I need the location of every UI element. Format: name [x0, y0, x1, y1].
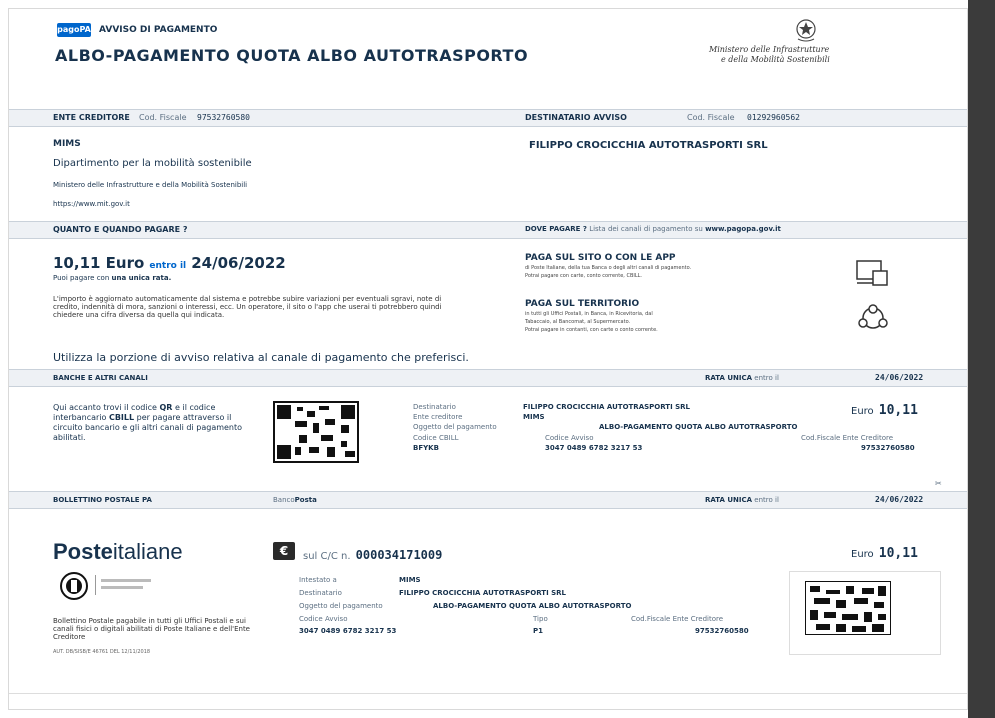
poste-italiane-logo: Posteitaliane	[53, 539, 183, 564]
notice-label: AVVISO DI PAGAMENTO	[99, 25, 218, 35]
italian-emblem-icon	[794, 17, 818, 43]
location-network-icon	[855, 303, 891, 335]
postal-bar	[9, 491, 967, 509]
creditor-cf: 97532760580	[197, 113, 250, 122]
devices-icon	[855, 259, 891, 289]
creditor-name: MIMS	[53, 139, 81, 149]
banks-subject: ALBO-PAGAMENTO QUOTA ALBO AUTOTRASPORTO	[599, 423, 798, 431]
banks-due-date: 24/06/2022	[875, 373, 924, 382]
banks-bar	[9, 369, 967, 387]
online-pay-title: PAGA SUL SITO O CON LE APP	[525, 253, 676, 263]
creditor-label: ENTE CREDITORE	[53, 113, 130, 122]
banks-label: BANCHE E ALTRI CANALI	[53, 374, 148, 382]
payment-notice-page: pagoPA AVVISO DI PAGAMENTO ALBO-PAGAMENTO QUOTA ALBO AUTOTRASPORTO Ministero delle Infrastrutture e della Mobilità Sostenibili ENTE CREDITORE Cod. Fiscale 97532760580 DESTINATARIO AVVISO Cod. Fiscale 01292960562 MIMS Dipartimento per la mobilità sostenibile Ministero delle Infrastrutture e della Mobilità Sostenibili https://www.mit.gov.it FILIPPO CROCICCHIA AUTOTRASPORTI SRL QUANTO E QUANDO PAGARE ? DOVE PAGARE ? Lista dei canali di pagamento su www.pagopa.gov.it 10,11 Euro entro il 24/06/2022 Puoi pagare con una unica rata. L'importo è aggiornato automaticamente dal sistema e potrebbe subire variazioni per eventuali sgravi, note di credito, indennità di mora, sanzioni o interessi, ecc. Un operatore, il sito o l'app che userai ti potrebbero quindi chiedere una cifra diversa da quella qui indicata. PAGA SUL SITO O CON LE APP di Poste Italiane, della tua Banca o degli altri canali di pagamento. Potrai pagare con carte, conto corrente, CBILL. PAGA SUL TERRITORIO in tutti gli Uffici Postali, in Banca, in Ricevitoria, dal Tabaccaio, al Bancomat, al Supermercato. Potrai pagare in contanti, con carte o conto corrente. Utilizza la porzione di avviso relativa al canale di pagamento che preferisci. BANCHE E ALTRI CANALI RATA UNICA entro il 24/06/2022 Qui accanto trovi il codice QR e il codice interbancario CBILL per pagare attraverso il circuito bancario e gli altri canali di pagamento abilitati. Destinatario FILIPPO CROCICCHIA AUTOTRASPORTI SRL Ente creditore MIMS Oggetto del pagamento ALBO-PAGAMENTO QUOTA ALBO AUTOTRASPORTO Codice CBILL Codice Avviso Cod.Fiscale Ente Creditore BFYKB 3047 0489 6782 3217 53 97532760580 Euro 10,11 ✂ BOLLETTINO POSTALE PA BancoPosta RATA UNICA entro il 24/06/2022 Posteitaliane Bollettino Postale pagabile in tutti gli Uffici Postali e sui canali fisici o digitali abilitati di Poste Italiane e dell'Ente Creditore AUT. DB/SISB/E 46761 DEL 12/11/2018 € sul C/C n. 000034171009 Euro 10,11 Intestato a MIMS Destinatario FILIPPO CROCICCHIA AUTOTRASPORTI SRL Oggetto del pagamento ALBO-PAGAMENTO QUOTA ALBO AUTOTRASPORTO Codice Avviso Tipo Cod.Fiscale Ente Creditore 3047 0489 6782 3217 53 P1 97532760580	[8, 8, 968, 710]
banks-rata-line: RATA UNICA entro il	[705, 374, 779, 382]
recipient-cf: 01292960562	[747, 113, 800, 122]
use-portion-instruction: Utilizza la porzione di avviso relativa al canale di pagamento che preferisci.	[53, 351, 469, 364]
postal-rata-line: RATA UNICA entro il	[705, 496, 779, 504]
local-pay-title: PAGA SUL TERRITORIO	[525, 299, 640, 309]
creditor-cf-label: Cod. Fiscale	[139, 113, 187, 122]
creditor-ministry: Ministero delle Infrastrutture e della Mobilità Sostenibili	[53, 181, 248, 189]
banks-cbill-code: BFYKB	[413, 444, 439, 452]
ministry-script-line2: e della Mobilità Sostenibili	[721, 55, 830, 64]
banks-description: Qui accanto trovi il codice QR e il codice interbancario CBILL per pagare attraverso il circuito bancario e gli altri canali di pagamento abilitati.	[53, 403, 243, 442]
postal-subject: ALBO-PAGAMENTO QUOTA ALBO AUTOTRASPORTO	[433, 602, 632, 610]
amount: 10,11 Euro	[53, 254, 145, 272]
logo-divider	[95, 575, 96, 595]
postal-amount: Euro 10,11	[851, 546, 918, 561]
bancoposta-circle-icon	[59, 571, 89, 601]
scissors-icon: ✂	[935, 479, 942, 488]
logo-caption-line	[101, 586, 143, 589]
postal-recipient: FILIPPO CROCICCHIA AUTOTRASPORTI SRL	[399, 589, 567, 597]
postal-authorization: AUT. DB/SISB/E 46761 DEL 12/11/2018	[53, 649, 151, 655]
banks-creditor: MIMS	[523, 413, 545, 421]
postal-label: BOLLETTINO POSTALE PA	[53, 496, 152, 504]
banks-creditor-cf: 97532760580	[861, 444, 915, 452]
euro-icon: €	[273, 542, 295, 560]
postal-description: Bollettino Postale pagabile in tutti gli Uffici Postali e sui canali fisici o digitali abilitati di Poste Italiane e dell'Ente Creditore	[53, 617, 250, 641]
when-label: QUANTO E QUANDO PAGARE ?	[53, 225, 188, 234]
amount-disclaimer: L'importo è aggiornato automaticamente dal sistema e potrebbe subire variazioni per eventuali sgravi, note di credito, indennità di mora, sanzioni o interessi, ecc. Un operatore, il sito o l'app che userai ti potrebbero quindi chiedere una cifra diversa da quella qui indicata.	[53, 295, 442, 319]
postal-notice-code: 3047 0489 6782 3217 53	[299, 627, 397, 635]
pagopa-logo: pagoPA	[57, 23, 91, 37]
amount-due-line: 10,11 Euro entro il 24/06/2022	[53, 254, 286, 272]
recipient-name: FILIPPO CROCICCHIA AUTOTRASPORTI SRL	[529, 140, 768, 151]
viewer-scrollbar-track[interactable]	[968, 0, 995, 718]
postal-account: sul C/C n. 000034171009	[303, 548, 443, 562]
creditor-url[interactable]: https://www.mit.gov.it	[53, 200, 130, 208]
ministry-script-line1: Ministero delle Infrastrutture	[709, 45, 830, 54]
where-label-line: DOVE PAGARE ? Lista dei canali di pagamento su www.pagopa.gov.it	[525, 225, 781, 233]
postal-creditor-cf: 97532760580	[695, 627, 749, 635]
postal-type: P1	[533, 627, 544, 635]
banks-amount: Euro 10,11	[851, 403, 918, 418]
datamatrix-code	[805, 581, 891, 635]
banks-recipient: FILIPPO CROCICCHIA AUTOTRASPORTI SRL	[523, 403, 691, 411]
due-date: 24/06/2022	[191, 254, 286, 272]
creditor-department: Dipartimento per la mobilità sostenibile	[53, 158, 252, 169]
postal-due-date: 24/06/2022	[875, 495, 924, 504]
recipient-label: DESTINATARIO AVVISO	[525, 113, 627, 122]
banks-notice-code: 3047 0489 6782 3217 53	[545, 444, 643, 452]
single-installment-note: Puoi pagare con una unica rata.	[53, 274, 172, 282]
notice-title: ALBO-PAGAMENTO QUOTA ALBO AUTOTRASPORTO	[55, 46, 529, 65]
page-bottom-divider	[9, 693, 967, 694]
banco-posta-label: BancoPosta	[273, 496, 317, 504]
recipient-cf-label: Cod. Fiscale	[687, 113, 735, 122]
logo-caption-line	[101, 579, 151, 582]
postal-holder: MIMS	[399, 576, 421, 584]
qr-code	[273, 401, 359, 463]
